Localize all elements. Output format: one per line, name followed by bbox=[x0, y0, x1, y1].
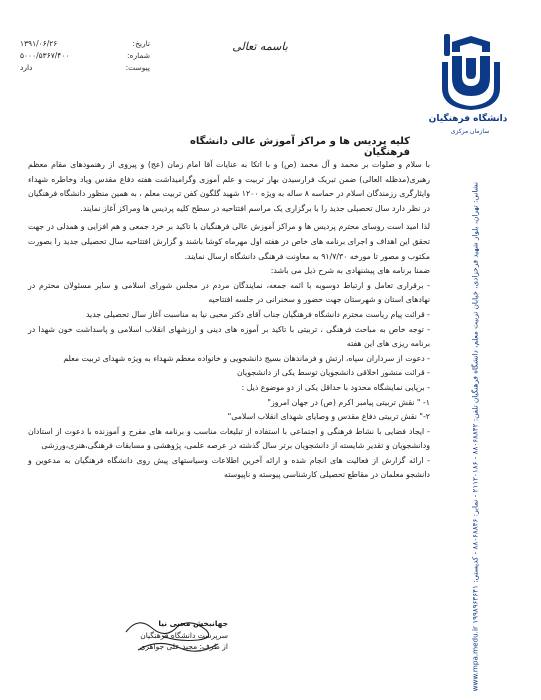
program-item: - دعوت از سرداران سپاه، ارتش و فرماندهان بسیج دانشجویی و خانواده معظم شهداء به ویژه شهدای تربیت معلم bbox=[63, 353, 430, 363]
program-item: - برقراری تعامل و ارتباط دوسویه با ائمه جمعه، نمایندگان مردم در مجلس شورای اسلامی و سایر مسئولان محترم در نهادهای استان و شهرستان جهت حضور و سخنرانی در جلسه افتتاحیه bbox=[28, 280, 430, 305]
program-item: - قرائت پیام ریاست محترم دانشگاه فرهنگیان جناب آقای دکتر محبی نیا به مناسبت آغاز سال تحصیلی جدید bbox=[85, 309, 430, 319]
signer-name: جهانبخش محبی نیا bbox=[158, 619, 228, 628]
signature-block bbox=[118, 618, 228, 653]
number-value: ۵۰۰۰/۵۳۶۷/۴۰۰ bbox=[20, 51, 70, 60]
program-intro: ضمنا برنامه های پیشنهادی به شرح ذیل می باشد: bbox=[270, 266, 430, 276]
program-item: - قرائت منشور اخلاقی دانشجویان توسط یکی از دانشجویان bbox=[236, 368, 430, 378]
letter-meta bbox=[20, 38, 150, 74]
logo-caption: دانشگاه فرهنگیان bbox=[428, 114, 508, 124]
meta-number-row bbox=[20, 50, 150, 62]
program-item: ۲-" نقش تربیتی دفاع مقدس و وصایای شهدای انقلاب اسلامی" bbox=[227, 412, 430, 422]
program-item: - ایجاد فضایی با نشاط فرهنگی و اجتماعی با استفاده از تبلیغات مناسب و برنامه های مفرح و آموزنده با دعوت از استادان ودانشجویان و تقدیر شایسته از دانشجویان برتر سال گذشته در عرصه علمی، پژوهشی و مسابقات فرهنگی،هنری،ورزشی bbox=[28, 426, 430, 451]
letter-body bbox=[28, 158, 430, 483]
number-label: شماره: bbox=[127, 51, 150, 60]
date-value: ۱۳۹۱/۰۶/۲۶ bbox=[20, 39, 58, 48]
program-item: ۱- " نقش تربیتی پیامبر اکرم (ص) در جهان امروز" bbox=[267, 397, 430, 407]
recipient: کلیه پردیس ها و مراکز آموزش عالی دانشگاه فرهنگیان bbox=[189, 136, 410, 158]
attachment-value: دارد bbox=[20, 63, 33, 72]
basmala: باسمه تعالی bbox=[232, 40, 288, 53]
meta-attachment-row bbox=[20, 62, 150, 74]
logo-subtitle: سازمان مرکزی bbox=[450, 128, 490, 135]
intro-paragraph: با سلام و صلوات بر محمد و آل محمد (ص) و با اتکا به عنایات آقا امام زمان (عج) و پیروی از رهنمودهای مقام معظم رهبری(مدظله العالی) ضمن تبریک فرارسیدن بهار تربیت و علم آموزی وگرامیداشت هفته دفاع مقدس ویاد وخاطره شهداء وایثارگری رزمندگان اسلام در حماسه ۸ ساله به ویژه ۱۲۰۰ شهید گلگون کفن تربیت معلم ، به همین منظور دانشگاه فرهنگیان در نظر دارد سال تحصیلی جدید را با برگزاری یک مراسم افتتاحیه در سطح کلیه پردیس ها ومراکز آغاز نمایند. bbox=[28, 160, 430, 213]
university-logo-icon bbox=[430, 32, 512, 114]
signer-title: سرپرست دانشگاه فرهنگیان bbox=[140, 630, 228, 640]
program-item: - برپایی نمایشگاه محدود با حداقل یکی از دو موضوع ذیل : bbox=[241, 382, 430, 392]
date-label: تاریخ: bbox=[132, 39, 150, 48]
meta-date-row bbox=[20, 38, 150, 50]
program-item: - توجه خاص به مباحث فرهنگی ، تربیتی با تاکید بر آموزه های دینی و ارزشهای انقلاب اسلامی و پاسداشت خون شهدا در برنامه ریزی های این هفته bbox=[28, 324, 430, 349]
request-paragraph: لذا امید است روسای محترم پردیس ها و مراکز آموزش عالی فرهنگیان با تاکید بر خرد جمعی و هم افزایی و همدلی در جهت تحقق این اهداف و اجرای برنامه های خاص در هفته اول مهرماه کوشا باشند و گزارش افتتاحیه سال تحصیلی جدید را بصورت مکتوب و مصور تا مورخه ۹۱/۷/۳۰ به معاونت فرهنگی دانشگاه ارسال نمایند. bbox=[28, 222, 430, 261]
address-text: نشانی: تهران، بلوار شهید فرحزادی، خیابان تربیت معلم، دانشگاه فرهنگیان تلفن: ۸۸۰۶۸۸۴۲ - ۲۱۱۲۰۱۸۶ - نمابر: ۸۸۰۶۸۸۴۶ - کدپستی: ۱۹۹۸۹۶۳۶۴۱ www.mpa.medu.ir bbox=[470, 182, 480, 692]
address-strip bbox=[461, 182, 489, 692]
signer-on-behalf: از طرف: مجید علی جواهری bbox=[139, 642, 228, 651]
attachment-label: پیوست: bbox=[125, 63, 150, 72]
program-item: - ارائه گزارش از فعالیت های انجام شده و ارائه آخرین اطلاعات وسیاستهای پیش روی دانشگاه فرهنگیان به مدعوین و دانشجو معلمان در مقاطع تحصیلی کارشناسی پیوسته و ناپیوسته bbox=[28, 455, 430, 480]
